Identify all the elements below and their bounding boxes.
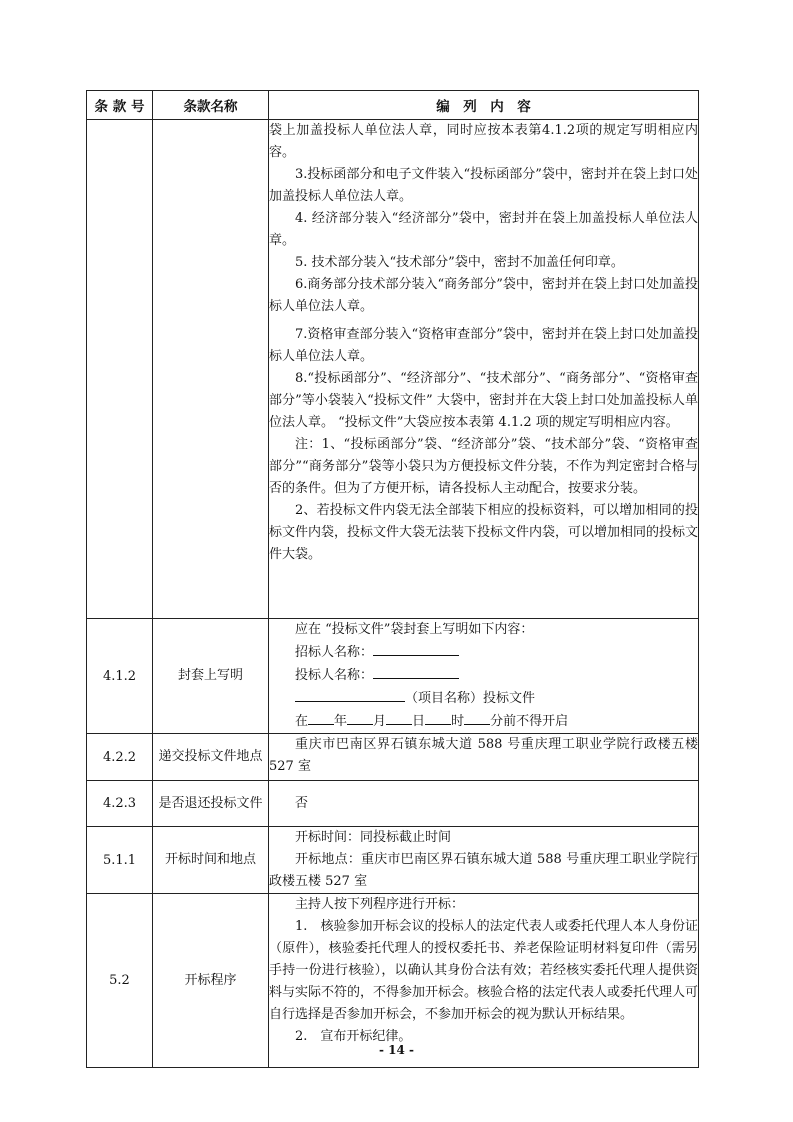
- blank-underline: [386, 710, 412, 725]
- return-answer: 否: [295, 795, 309, 811]
- blank-underline: [373, 641, 459, 656]
- blank-underline: [347, 710, 373, 725]
- table-row-5-1-1: [87, 827, 699, 894]
- procedure-step-2: 2. 宣布开标纪律。: [295, 1029, 412, 1044]
- tender-clause-table: [86, 90, 699, 1068]
- continuation-line: 2、若投标文件内袋无法全部装下相应的投标资料，可以增加相同的投标文件内袋，投标文件大袋无法装下投标文件内袋，可以增加相同的投标文件大袋。: [269, 503, 699, 562]
- year-label: 年: [334, 714, 348, 729]
- clause-content: [269, 894, 699, 1068]
- continuation-line: 6.商务部分技术部分装入“商务部分”袋中，密封并在袋上封口处加盖投标人单位法人章。: [269, 277, 698, 314]
- submission-location: 重庆市巴南区界石镇东城大道 588 号重庆理工职业学院行政楼五楼 527 室: [269, 737, 698, 774]
- cell-empty-name: [153, 120, 269, 619]
- clause-name: 封套上写明: [153, 619, 269, 734]
- opening-time: 开标时间：同投标截止时间: [295, 830, 452, 845]
- blank-underline: [373, 664, 459, 679]
- cell-continuation-content: [269, 120, 699, 619]
- header-content: 编 列 内 容: [269, 91, 699, 120]
- continuation-line: 3.投标函部分和电子文件装入“投标函部分”袋中，密封并在袋上封口处加盖投标人单位法人章。: [269, 167, 698, 204]
- continuation-line: 4. 经济部分装入“经济部分”袋中，密封并在袋上加盖投标人单位法人章。: [269, 211, 698, 248]
- clause-content: [269, 619, 699, 734]
- continuation-line: 7.资格审查部分装入“资格审查部分”袋中，密封并在袋上封口处加盖投标人单位法人章。: [269, 327, 698, 364]
- clause-content: [269, 827, 699, 894]
- clause-number: 4.2.2: [87, 734, 153, 781]
- envelope-intro: 应在 “投标文件”袋封套上写明如下内容：: [295, 622, 534, 637]
- clause-name: 是否退还投标文件: [153, 781, 269, 827]
- table-row-4-1-2: [87, 619, 699, 734]
- clause-content: [269, 734, 699, 781]
- header-clause-name: 条款名称: [153, 91, 269, 120]
- table-row-continuation: [87, 120, 699, 619]
- table-row-4-2-3: [87, 781, 699, 827]
- header-clause-number: 条 款 号: [87, 91, 153, 120]
- procedure-intro: 主持人按下列程序进行开标：: [295, 897, 465, 912]
- clause-name: 开标时间和地点: [153, 827, 269, 894]
- table-row-4-2-2: [87, 734, 699, 781]
- clause-number: 4.1.2: [87, 619, 153, 734]
- clause-number: 4.2.3: [87, 781, 153, 827]
- continuation-line: 袋上加盖投标人单位法人章，同时应按本表第4.1.2项的规定写明相应内容。: [269, 123, 698, 160]
- bidder-name-line: [269, 664, 698, 687]
- clause-name: 递交投标文件地点: [153, 734, 269, 781]
- blank-underline: [308, 710, 334, 725]
- date-suffix: 分前不得开启: [490, 714, 569, 729]
- continuation-line: 5. 技术部分装入“技术部分”袋中，密封不加盖任何印章。: [295, 255, 624, 270]
- clause-number: 5.2: [87, 894, 153, 1068]
- clause-name: 开标程序: [153, 894, 269, 1068]
- cell-empty-number: [87, 120, 153, 619]
- clause-content: [269, 781, 699, 827]
- procedure-step-1: 1. 核验参加开标会议的投标人的法定代表人或委托代理人本人身份证（原件），核验委托代理人的授权委托书、养老保险证明材料复印件（需另手持一份进行核验），以确认其身份合法有效；若经核实委托代理人提供资料与实际不符的，不得参加开标会。核验合格的法定代表人或委托代理人可自行选择是否参加开标会，不参加开标会的视为默认开标结果。: [269, 919, 699, 1022]
- tenderer-label: 招标人名称：: [295, 645, 374, 660]
- blank-underline: [295, 687, 405, 702]
- table-row-5-2: [87, 894, 699, 1068]
- opening-date-line: [269, 710, 698, 733]
- project-name-line: [269, 687, 698, 710]
- tenderer-name-line: [269, 641, 698, 664]
- bidder-label: 投标人名称：: [295, 668, 374, 683]
- clause-number: 5.1.1: [87, 827, 153, 894]
- table-header-row: [87, 91, 699, 120]
- page-number: - 14 -: [378, 1043, 414, 1057]
- opening-place: 开标地点：重庆市巴南区界石镇东城大道 588 号重庆理工职业学院行政楼五楼 527 室: [269, 852, 698, 889]
- month-label: 月: [373, 714, 387, 729]
- blank-underline: [425, 710, 451, 725]
- project-suffix: （项目名称）投标文件: [405, 691, 536, 706]
- continuation-line: 注：1、“投标函部分”袋、“经济部分”袋、“技术部分”袋、“资格审查部分”“商务部分”袋等小袋只为方便投标文件分装，不作为判定密封合格与否的条件。但为了方便开标，请各投标人主动配合，按要求分装。: [269, 437, 698, 496]
- hour-label: 时: [451, 714, 465, 729]
- date-prefix: 在: [295, 714, 309, 729]
- day-label: 日: [412, 714, 426, 729]
- continuation-line: 8.“投标函部分”、“经济部分”、“技术部分”、“商务部分”、“资格审查部分”等小袋装入“投标文件” 大袋中，密封并在大袋上封口处加盖投标人单位法人章。 “投标文件”大袋应按本表第 4.1.2 项的规定写明相应内容。: [269, 371, 698, 430]
- blank-underline: [464, 710, 490, 725]
